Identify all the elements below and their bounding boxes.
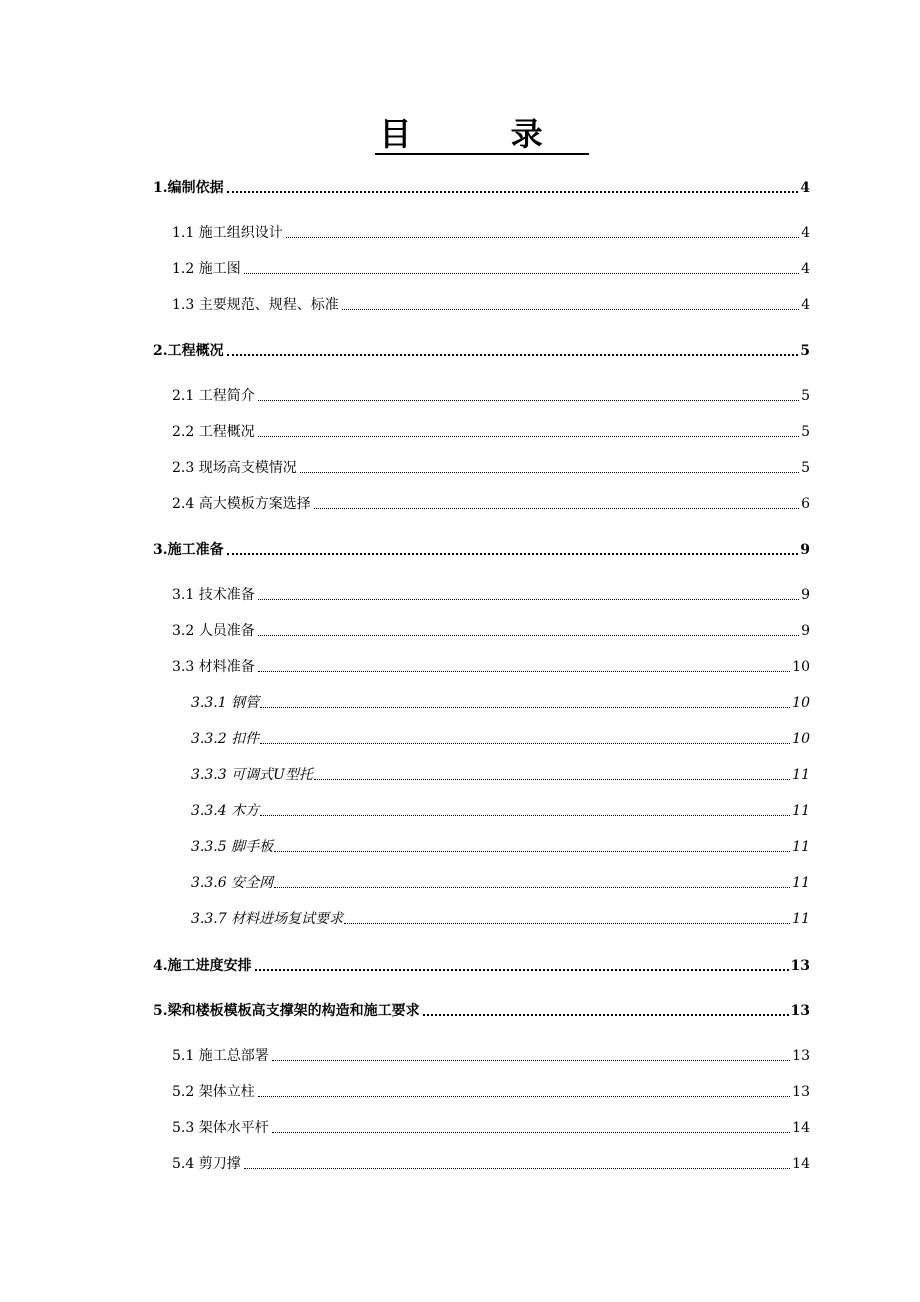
toc-entry-label: 1.1 施工组织设计 <box>172 225 283 241</box>
toc-entry-page-number: 11 <box>792 767 810 783</box>
toc-entry-page-number: 6 <box>801 496 810 512</box>
toc-entry-label: 3.3.1 钢管 <box>191 695 260 711</box>
toc-dot-leader <box>272 1131 790 1133</box>
toc-dot-leader <box>258 399 799 401</box>
toc-dot-leader <box>344 922 790 924</box>
toc-dot-leader <box>314 507 799 509</box>
toc-dot-leader <box>342 308 799 310</box>
toc-entry-label: 2.工程概况 <box>153 343 224 359</box>
toc-entry-label: 2.3 现场高支模情况 <box>172 460 297 476</box>
toc-entry[interactable] <box>191 906 810 928</box>
toc-entry-page-number: 4 <box>801 225 810 241</box>
toc-entry[interactable] <box>172 455 810 477</box>
toc-entry-page-number: 10 <box>792 731 810 747</box>
toc-entry-label: 5.1 施工总部署 <box>172 1048 269 1064</box>
toc-entry-page-number: 5 <box>801 424 810 440</box>
toc-entry[interactable] <box>153 537 810 559</box>
toc-dot-leader <box>286 236 799 238</box>
toc-entry-page-number: 14 <box>792 1120 810 1136</box>
toc-entry-label: 3.施工准备 <box>153 542 224 558</box>
toc-entry[interactable] <box>172 383 810 405</box>
toc-entry-page-number: 4 <box>801 261 810 277</box>
toc-entry-label: 4.施工进度安排 <box>153 958 252 974</box>
toc-entry-label: 5.梁和楼板模板高支撑架的构造和施工要求 <box>153 1003 420 1019</box>
toc-entry-label: 3.2 人员准备 <box>172 623 255 639</box>
toc-entry-label: 2.1 工程简介 <box>172 388 255 404</box>
toc-entry[interactable] <box>172 1115 810 1137</box>
toc-dot-leader <box>258 670 790 672</box>
toc-entry-page-number: 9 <box>801 623 810 639</box>
toc-dot-leader <box>258 634 799 636</box>
toc-entry-label: 5.2 架体立柱 <box>172 1084 255 1100</box>
toc-entry[interactable] <box>172 654 810 676</box>
toc-dot-leader <box>272 1059 790 1061</box>
toc-entry-page-number: 11 <box>792 875 810 891</box>
toc-entry[interactable] <box>191 834 810 856</box>
toc-dot-leader <box>227 552 799 555</box>
toc-entry-label: 3.3.2 扣件 <box>191 731 260 747</box>
toc-entry-page-number: 13 <box>790 1003 810 1019</box>
toc-entry[interactable] <box>153 175 810 197</box>
toc-entry-page-number: 9 <box>800 542 810 558</box>
toc-entry[interactable] <box>172 419 810 441</box>
toc-dot-leader <box>423 1013 789 1016</box>
toc-dot-leader <box>300 471 799 473</box>
toc-entry-page-number: 5 <box>801 460 810 476</box>
toc-dot-leader <box>244 272 799 274</box>
toc-entry-label: 1.编制依据 <box>153 180 224 196</box>
toc-dot-leader <box>274 886 790 888</box>
toc-dot-leader <box>274 850 790 852</box>
toc-entry[interactable] <box>172 1043 810 1065</box>
toc-entry[interactable] <box>172 582 810 604</box>
toc-entry-label: 2.4 高大模板方案选择 <box>172 496 311 512</box>
toc-entry-page-number: 13 <box>790 958 810 974</box>
toc-entry-page-number: 11 <box>792 911 810 927</box>
toc-entry-page-number: 13 <box>792 1048 810 1064</box>
toc-entry[interactable] <box>191 762 810 784</box>
toc-entry[interactable] <box>172 1079 810 1101</box>
toc-entry-label: 3.3.7 材料进场复试要求 <box>191 911 344 927</box>
toc-entry-page-number: 14 <box>792 1156 810 1172</box>
toc-entry[interactable] <box>191 726 810 748</box>
toc-entry-label: 3.3.3 可调式U型托 <box>191 767 313 783</box>
toc-entry-label: 3.1 技术准备 <box>172 587 255 603</box>
toc-title-text: 目 录 <box>375 115 588 155</box>
toc-dot-leader <box>258 1095 790 1097</box>
toc-entry-page-number: 13 <box>792 1084 810 1100</box>
toc-entry-page-number: 10 <box>792 659 810 675</box>
toc-entry[interactable] <box>153 953 810 975</box>
toc-entry-page-number: 5 <box>800 343 810 359</box>
toc-dot-leader <box>260 706 790 708</box>
toc-entry-page-number: 11 <box>792 803 810 819</box>
toc-entry[interactable] <box>172 220 810 242</box>
toc-dot-leader <box>260 814 790 816</box>
toc-dot-leader <box>255 968 789 971</box>
toc-dot-leader <box>227 190 799 193</box>
toc-entry[interactable] <box>153 998 810 1020</box>
toc-entry-page-number: 10 <box>792 695 810 711</box>
toc-entry-page-number: 9 <box>801 587 810 603</box>
toc-dot-leader <box>260 742 790 744</box>
toc-entry[interactable] <box>172 1151 810 1173</box>
toc-entry-page-number: 4 <box>801 297 810 313</box>
toc-entry[interactable] <box>191 798 810 820</box>
toc-entry-label: 3.3 材料准备 <box>172 659 255 675</box>
toc-entry[interactable] <box>191 690 810 712</box>
toc-entry[interactable] <box>172 491 810 513</box>
toc-dot-leader <box>314 778 790 780</box>
toc-entry[interactable] <box>172 618 810 640</box>
toc-entry-label: 3.3.5 脚手板 <box>191 839 274 855</box>
toc-dot-leader <box>227 353 799 356</box>
toc-dot-leader <box>244 1167 790 1169</box>
toc-entry-label: 2.2 工程概况 <box>172 424 255 440</box>
toc-entry[interactable] <box>172 292 810 314</box>
toc-entry-label: 3.3.6 安全网 <box>191 875 274 891</box>
toc-dot-leader <box>258 598 799 600</box>
toc-entry-label: 1.3 主要规范、规程、标准 <box>172 297 339 313</box>
toc-entry[interactable] <box>153 338 810 360</box>
toc-entry-label: 5.3 架体水平杆 <box>172 1120 269 1136</box>
toc-entry-page-number: 5 <box>801 388 810 404</box>
toc-entry[interactable] <box>191 870 810 892</box>
toc-entry-page-number: 11 <box>792 839 810 855</box>
toc-entry-label: 1.2 施工图 <box>172 261 241 277</box>
toc-entry[interactable] <box>172 256 810 278</box>
toc-dot-leader <box>258 435 799 437</box>
toc-entry-label: 5.4 剪刀撑 <box>172 1156 241 1172</box>
toc-entry-page-number: 4 <box>800 180 810 196</box>
toc-entry-label: 3.3.4 木方 <box>191 803 260 819</box>
